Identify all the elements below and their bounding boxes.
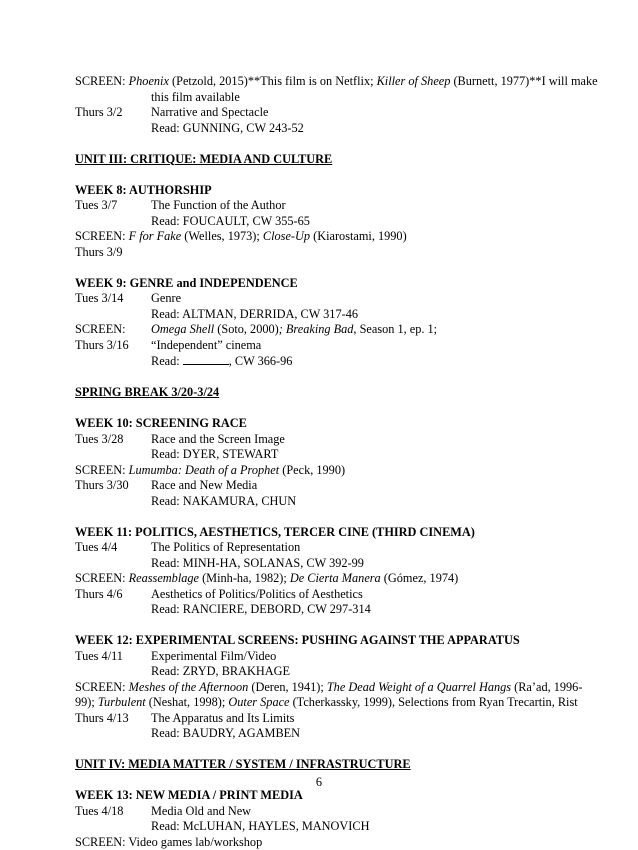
screening-line: SCREEN: Lumumba: Death of a Prophet (Peck, 1990) bbox=[75, 463, 565, 479]
screening-line: SCREEN: Omega Shell (Soto, 2000); Breaking Bad, Season 1, ep. 1; bbox=[75, 322, 565, 338]
week-heading: WEEK 12: EXPERIMENTAL SCREENS: PUSHING AGAINST THE APPARATUS bbox=[75, 633, 565, 649]
reading-line: Read: ALTMAN, DERRIDA, CW 317-46 bbox=[75, 307, 565, 323]
unit-heading: UNIT III: CRITIQUE: MEDIA AND CULTURE bbox=[75, 152, 565, 168]
session-line: Tues 3/14 Genre bbox=[75, 291, 565, 307]
session-line: Thurs 3/9 bbox=[75, 245, 565, 261]
week-heading: WEEK 8: AUTHORSHIP bbox=[75, 183, 565, 199]
reading-line: Read: BAUDRY, AGAMBEN bbox=[75, 726, 565, 742]
session-line: Tues 3/7 The Function of the Author bbox=[75, 198, 565, 214]
week-heading: WEEK 10: SCREENING RACE bbox=[75, 416, 565, 432]
screening-line: SCREEN: Video games lab/workshop bbox=[75, 835, 565, 850]
session-line: Tues 4/18 Media Old and New bbox=[75, 804, 565, 820]
week-heading: WEEK 11: POLITICS, AESTHETICS, TERCER CINE (THIRD CINEMA) bbox=[75, 525, 565, 541]
session-line: Tues 4/11 Experimental Film/Video bbox=[75, 649, 565, 665]
screening-line: SCREEN: Meshes of the Afternoon (Deren, 1941); The Dead Weight of a Quarrel Hangs (Ra’ad, 1996- bbox=[75, 680, 565, 696]
screening-line: SCREEN: Reassemblage (Minh-ha, 1982); De Cierta Manera (Gómez, 1974) bbox=[75, 571, 565, 587]
session-line: Thurs 3/2 Narrative and Spectacle bbox=[75, 105, 565, 121]
screening-note: this film available bbox=[75, 90, 565, 106]
reading-line: Read: RANCIERE, DEBORD, CW 297-314 bbox=[75, 602, 565, 618]
reading-line: Read: McLUHAN, HAYLES, MANOVICH bbox=[75, 819, 565, 835]
session-line: Thurs 3/16 “Independent” cinema bbox=[75, 338, 565, 354]
break-heading: SPRING BREAK 3/20-3/24 bbox=[75, 385, 565, 401]
blank-line bbox=[183, 353, 229, 365]
reading-line: Read: , CW 366-96 bbox=[75, 353, 565, 370]
week-heading: WEEK 13: NEW MEDIA / PRINT MEDIA bbox=[75, 788, 565, 804]
syllabus-schedule bbox=[75, 74, 565, 850]
session-line: Tues 3/28 Race and the Screen Image bbox=[75, 432, 565, 448]
session-line: Tues 4/4 The Politics of Representation bbox=[75, 540, 565, 556]
screening-line-continued: 99); Turbulent (Neshat, 1998); Outer Space (Tcherkassky, 1999), Selections from Ryan Trecartin, Rist bbox=[75, 695, 565, 711]
reading-line: Read: NAKAMURA, CHUN bbox=[75, 494, 565, 510]
session-line: Thurs 4/13 The Apparatus and Its Limits bbox=[75, 711, 565, 727]
reading-line: Read: FOUCAULT, CW 355-65 bbox=[75, 214, 565, 230]
reading-line: Read: GUNNING, CW 243-52 bbox=[75, 121, 565, 137]
session-line: Thurs 3/30 Race and New Media bbox=[75, 478, 565, 494]
reading-line: Read: ZRYD, BRAKHAGE bbox=[75, 664, 565, 680]
session-line: Thurs 4/6 Aesthetics of Politics/Politics of Aesthetics bbox=[75, 587, 565, 603]
week-heading: WEEK 9: GENRE and INDEPENDENCE bbox=[75, 276, 565, 292]
reading-line: Read: DYER, STEWART bbox=[75, 447, 565, 463]
reading-line: Read: MINH-HA, SOLANAS, CW 392-99 bbox=[75, 556, 565, 572]
screening-line: SCREEN: Phoenix (Petzold, 2015)**This film is on Netflix; Killer of Sheep (Burnett, 1977)**I will make bbox=[75, 74, 565, 90]
page-number: 6 bbox=[0, 775, 638, 791]
screening-line: SCREEN: F for Fake (Welles, 1973); Close-Up (Kiarostami, 1990) bbox=[75, 229, 565, 245]
unit-heading: UNIT IV: MEDIA MATTER / SYSTEM / INFRASTRUCTURE bbox=[75, 757, 565, 773]
